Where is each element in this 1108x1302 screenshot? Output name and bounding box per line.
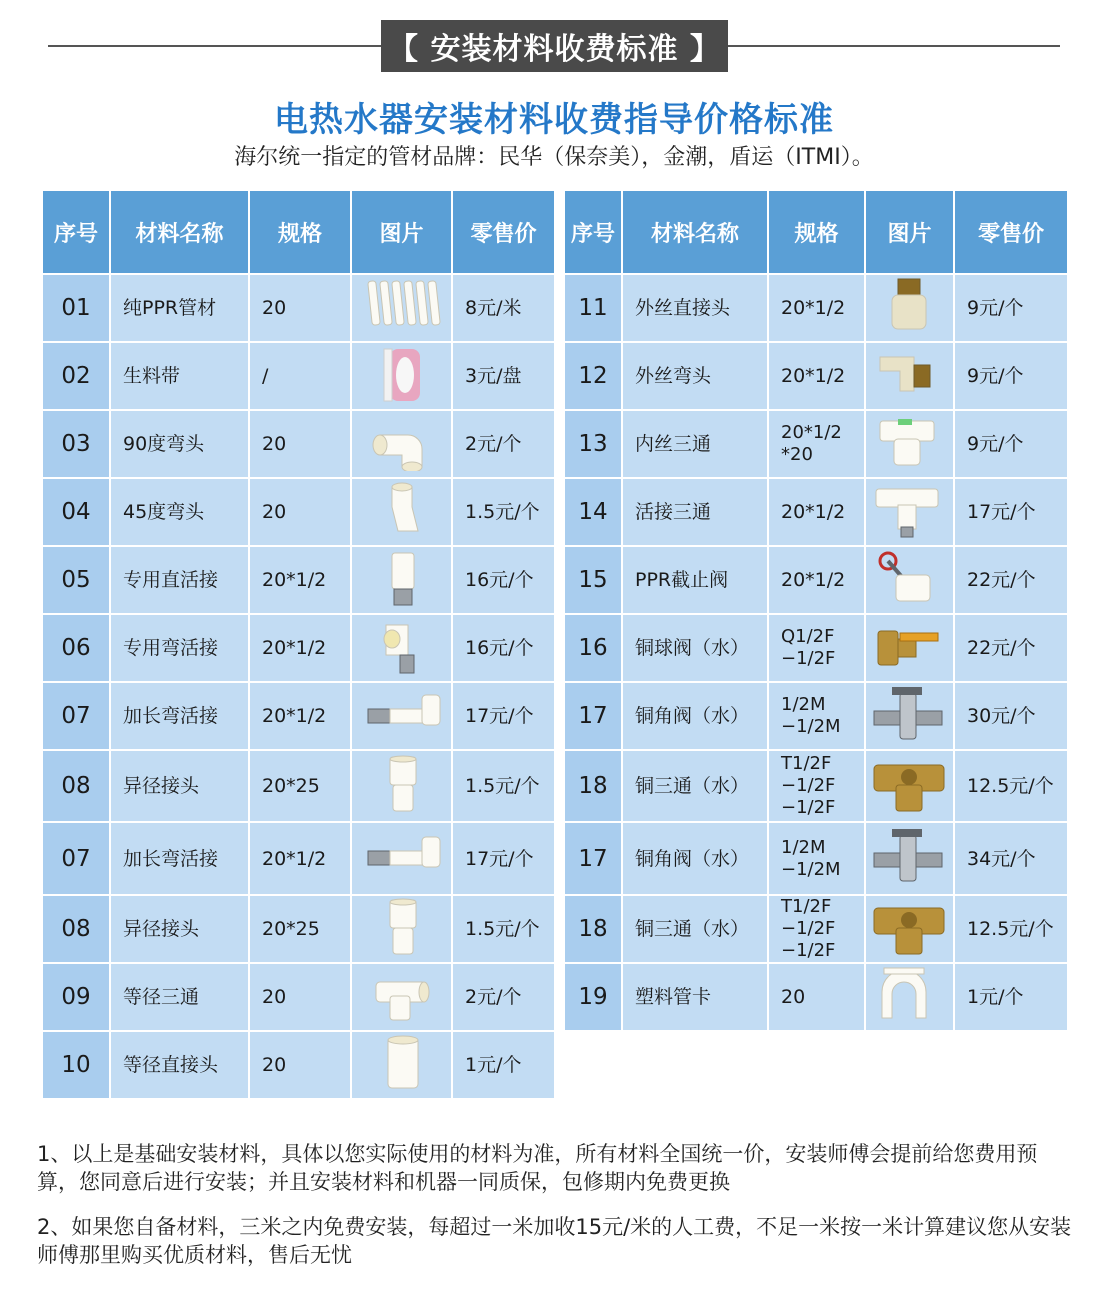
item-number: 02 bbox=[42, 342, 110, 410]
item-name: 等径三通 bbox=[110, 963, 249, 1031]
item-image bbox=[865, 614, 954, 682]
item-price: 17元/个 bbox=[954, 478, 1068, 546]
elbow-90-icon bbox=[362, 413, 442, 476]
item-name: PPR截止阀 bbox=[622, 546, 768, 614]
item-name: 加长弯活接 bbox=[110, 682, 249, 750]
spec-line: 20*1/2 bbox=[781, 365, 846, 387]
item-spec bbox=[768, 546, 865, 614]
item-price: 2元/个 bbox=[452, 963, 555, 1031]
table-header-row bbox=[42, 190, 555, 274]
header-price: 零售价 bbox=[452, 190, 555, 274]
item-image bbox=[351, 410, 452, 478]
page-title: 电热水器安装材料收费指导价格标准 bbox=[274, 100, 834, 140]
item-number: 03 bbox=[42, 410, 110, 478]
ball-valve-icon bbox=[870, 617, 950, 680]
table-row bbox=[42, 1031, 555, 1099]
item-number: 01 bbox=[42, 274, 110, 342]
reducer-icon bbox=[362, 898, 442, 961]
table-row bbox=[564, 274, 1068, 342]
spec-line: 20*1/2 bbox=[781, 501, 846, 523]
header-image: 图片 bbox=[865, 190, 954, 274]
item-image bbox=[351, 274, 452, 342]
table-row bbox=[42, 410, 555, 478]
item-name: 外丝直接头 bbox=[622, 274, 768, 342]
header-no: 序号 bbox=[564, 190, 622, 274]
item-number: 14 bbox=[564, 478, 622, 546]
table-row bbox=[564, 750, 1068, 822]
item-name: 加长弯活接 bbox=[110, 822, 249, 895]
long-elbow-union-icon bbox=[362, 685, 442, 748]
table-row bbox=[42, 614, 555, 682]
item-image bbox=[351, 1031, 452, 1099]
table-row bbox=[42, 342, 555, 410]
item-name: 铜角阀（水） bbox=[622, 682, 768, 750]
item-number: 10 bbox=[42, 1031, 110, 1099]
item-spec: 20*1/2 bbox=[249, 546, 351, 614]
pipe-clip-icon bbox=[870, 966, 950, 1029]
spec-line: −1/2M bbox=[781, 858, 841, 880]
item-number: 07 bbox=[42, 822, 110, 895]
item-name: 活接三通 bbox=[622, 478, 768, 546]
elbow-45-icon bbox=[362, 481, 442, 544]
item-name: 异径接头 bbox=[110, 895, 249, 963]
brand-subtitle: 海尔统一指定的管材品牌：民华（保奈美），金潮，盾运（ITMI）。 bbox=[234, 145, 874, 170]
note-2: 2、如果您自备材料，三米之内免费安装，每超过一米加收15元/米的人工费，不足一米按一米计算建议您从安装师傅那里购买优质材料，售后无忧 bbox=[37, 1215, 1072, 1267]
item-price: 16元/个 bbox=[452, 614, 555, 682]
elbow-union-icon bbox=[362, 617, 442, 680]
item-price: 1.5元/个 bbox=[452, 895, 555, 963]
table-row bbox=[42, 895, 555, 963]
item-number: 05 bbox=[42, 546, 110, 614]
item-image bbox=[865, 342, 954, 410]
item-name: 纯PPR管材 bbox=[110, 274, 249, 342]
item-name: 等径直接头 bbox=[110, 1031, 249, 1099]
price-table-right bbox=[563, 189, 1069, 1032]
item-price: 17元/个 bbox=[452, 822, 555, 895]
item-price: 22元/个 bbox=[954, 614, 1068, 682]
reducer-icon bbox=[362, 755, 442, 818]
table-row bbox=[564, 546, 1068, 614]
female-thread-tee-icon bbox=[870, 413, 950, 476]
spec-line: −1/2F bbox=[781, 918, 836, 939]
spec-line: 1/2M bbox=[781, 836, 826, 858]
item-number: 17 bbox=[564, 682, 622, 750]
item-image bbox=[351, 342, 452, 410]
header-name: 材料名称 bbox=[622, 190, 768, 274]
union-tee-icon bbox=[870, 481, 950, 544]
item-image bbox=[865, 750, 954, 822]
spec-line: −1/2F bbox=[781, 940, 836, 961]
item-image bbox=[865, 546, 954, 614]
item-image bbox=[351, 682, 452, 750]
item-image bbox=[351, 895, 452, 963]
spec-line: −1/2F bbox=[781, 648, 836, 669]
item-name: 专用弯活接 bbox=[110, 614, 249, 682]
item-image bbox=[351, 546, 452, 614]
item-name: 专用直活接 bbox=[110, 546, 249, 614]
item-spec bbox=[768, 410, 865, 478]
item-spec: 20*25 bbox=[249, 750, 351, 822]
item-number: 11 bbox=[564, 274, 622, 342]
item-image bbox=[351, 478, 452, 546]
item-spec: 20 bbox=[249, 410, 351, 478]
item-number: 08 bbox=[42, 750, 110, 822]
table-row bbox=[42, 822, 555, 895]
item-number: 13 bbox=[564, 410, 622, 478]
item-price: 12.5元/个 bbox=[954, 895, 1068, 963]
item-name: 90度弯头 bbox=[110, 410, 249, 478]
spec-line: 20*1/2 bbox=[781, 569, 846, 591]
header-price: 零售价 bbox=[954, 190, 1068, 274]
table-row bbox=[564, 410, 1068, 478]
spec-line: T1/2F bbox=[781, 753, 832, 774]
table-row bbox=[42, 274, 555, 342]
item-spec bbox=[768, 822, 865, 895]
item-number: 12 bbox=[564, 342, 622, 410]
item-price: 1元/个 bbox=[452, 1031, 555, 1099]
item-name: 铜三通（水） bbox=[622, 895, 768, 963]
item-price: 30元/个 bbox=[954, 682, 1068, 750]
spec-line: Q1/2F bbox=[781, 626, 835, 647]
item-spec: 20 bbox=[249, 1031, 351, 1099]
item-name: 铜三通（水） bbox=[622, 750, 768, 822]
item-price: 17元/个 bbox=[452, 682, 555, 750]
item-spec bbox=[768, 963, 865, 1031]
spec-line: *20 bbox=[781, 444, 813, 465]
item-price: 1元/个 bbox=[954, 963, 1068, 1031]
item-image bbox=[351, 750, 452, 822]
note-1: 1、以上是基础安装材料，具体以您实际使用的材料为准，所有材料全国统一价，安装师傅会提前给您费用预算，您同意后进行安装；并且安装材料和机器一同质保，包修期内免费更换 bbox=[37, 1142, 1038, 1194]
item-spec: 20*25 bbox=[249, 895, 351, 963]
table-row bbox=[42, 682, 555, 750]
item-image bbox=[865, 822, 954, 895]
table-row bbox=[564, 682, 1068, 750]
spec-line: −1/2M bbox=[781, 716, 841, 737]
item-spec bbox=[768, 274, 865, 342]
price-table-left bbox=[41, 189, 556, 1100]
table-row bbox=[42, 963, 555, 1031]
angle-valve-icon bbox=[870, 685, 950, 748]
header-spec: 规格 bbox=[768, 190, 865, 274]
item-number: 07 bbox=[42, 682, 110, 750]
item-image bbox=[351, 614, 452, 682]
item-price: 2元/个 bbox=[452, 410, 555, 478]
table-row bbox=[564, 895, 1068, 963]
item-image bbox=[865, 274, 954, 342]
header-spec: 规格 bbox=[249, 190, 351, 274]
item-name: 铜角阀（水） bbox=[622, 822, 768, 895]
table-row bbox=[42, 750, 555, 822]
item-number: 08 bbox=[42, 895, 110, 963]
header-no: 序号 bbox=[42, 190, 110, 274]
item-image bbox=[865, 478, 954, 546]
spec-line: T1/2F bbox=[781, 896, 832, 917]
item-image bbox=[865, 682, 954, 750]
item-name: 45度弯头 bbox=[110, 478, 249, 546]
spec-line: 20 bbox=[781, 986, 806, 1008]
spec-line: −1/2F bbox=[781, 797, 836, 818]
item-price: 34元/个 bbox=[954, 822, 1068, 895]
long-elbow-union-icon bbox=[362, 827, 442, 890]
stop-valve-icon bbox=[870, 549, 950, 612]
item-image bbox=[351, 963, 452, 1031]
item-price: 9元/个 bbox=[954, 274, 1068, 342]
item-spec: 20*1/2 bbox=[249, 822, 351, 895]
item-price: 16元/个 bbox=[452, 546, 555, 614]
table-row bbox=[42, 478, 555, 546]
item-number: 09 bbox=[42, 963, 110, 1031]
header-name: 材料名称 bbox=[110, 190, 249, 274]
item-spec: 20 bbox=[249, 478, 351, 546]
brass-tee-icon bbox=[870, 898, 950, 961]
spec-line: 20*1/2 bbox=[781, 422, 842, 443]
item-name: 塑料管卡 bbox=[622, 963, 768, 1031]
ppr-pipe-icon bbox=[362, 277, 442, 340]
item-name: 外丝弯头 bbox=[622, 342, 768, 410]
item-number: 18 bbox=[564, 750, 622, 822]
spec-line: −1/2F bbox=[781, 775, 836, 796]
ptfe-tape-icon bbox=[362, 345, 442, 408]
table-row bbox=[564, 822, 1068, 895]
table-row bbox=[564, 963, 1068, 1031]
table-row bbox=[564, 614, 1068, 682]
brass-tee-icon bbox=[870, 755, 950, 818]
male-thread-elbow-icon bbox=[870, 345, 950, 408]
item-spec bbox=[768, 682, 865, 750]
item-number: 16 bbox=[564, 614, 622, 682]
item-price: 1.5元/个 bbox=[452, 750, 555, 822]
table-header-row bbox=[564, 190, 1068, 274]
section-banner: 【 安装材料收费标准 】 bbox=[381, 20, 728, 72]
spec-line: 20*1/2 bbox=[781, 297, 846, 319]
item-name: 异径接头 bbox=[110, 750, 249, 822]
item-number: 04 bbox=[42, 478, 110, 546]
item-spec: 20 bbox=[249, 274, 351, 342]
item-image bbox=[865, 963, 954, 1031]
item-image bbox=[865, 895, 954, 963]
item-name: 铜球阀（水） bbox=[622, 614, 768, 682]
table-row bbox=[42, 546, 555, 614]
item-number: 17 bbox=[564, 822, 622, 895]
item-price: 1.5元/个 bbox=[452, 478, 555, 546]
item-spec bbox=[768, 750, 865, 822]
table-row bbox=[564, 478, 1068, 546]
item-price: 9元/个 bbox=[954, 342, 1068, 410]
spec-line: 1/2M bbox=[781, 694, 826, 715]
item-number: 15 bbox=[564, 546, 622, 614]
item-spec: 20*1/2 bbox=[249, 614, 351, 682]
angle-valve-icon bbox=[870, 827, 950, 890]
item-price: 8元/米 bbox=[452, 274, 555, 342]
straight-union-icon bbox=[362, 549, 442, 612]
item-price: 9元/个 bbox=[954, 410, 1068, 478]
straight-coupling-icon bbox=[362, 1034, 442, 1097]
male-thread-adapter-icon bbox=[870, 277, 950, 340]
item-price: 12.5元/个 bbox=[954, 750, 1068, 822]
item-number: 19 bbox=[564, 963, 622, 1031]
item-name: 内丝三通 bbox=[622, 410, 768, 478]
table-row bbox=[564, 342, 1068, 410]
item-spec bbox=[768, 895, 865, 963]
item-spec: / bbox=[249, 342, 351, 410]
item-spec bbox=[768, 614, 865, 682]
item-number: 18 bbox=[564, 895, 622, 963]
item-price: 22元/个 bbox=[954, 546, 1068, 614]
equal-tee-icon bbox=[362, 966, 442, 1029]
item-spec bbox=[768, 478, 865, 546]
item-spec bbox=[768, 342, 865, 410]
item-price: 3元/盘 bbox=[452, 342, 555, 410]
item-name: 生料带 bbox=[110, 342, 249, 410]
header-image: 图片 bbox=[351, 190, 452, 274]
item-image bbox=[351, 822, 452, 895]
item-image bbox=[865, 410, 954, 478]
item-spec: 20 bbox=[249, 963, 351, 1031]
item-spec: 20*1/2 bbox=[249, 682, 351, 750]
item-number: 06 bbox=[42, 614, 110, 682]
